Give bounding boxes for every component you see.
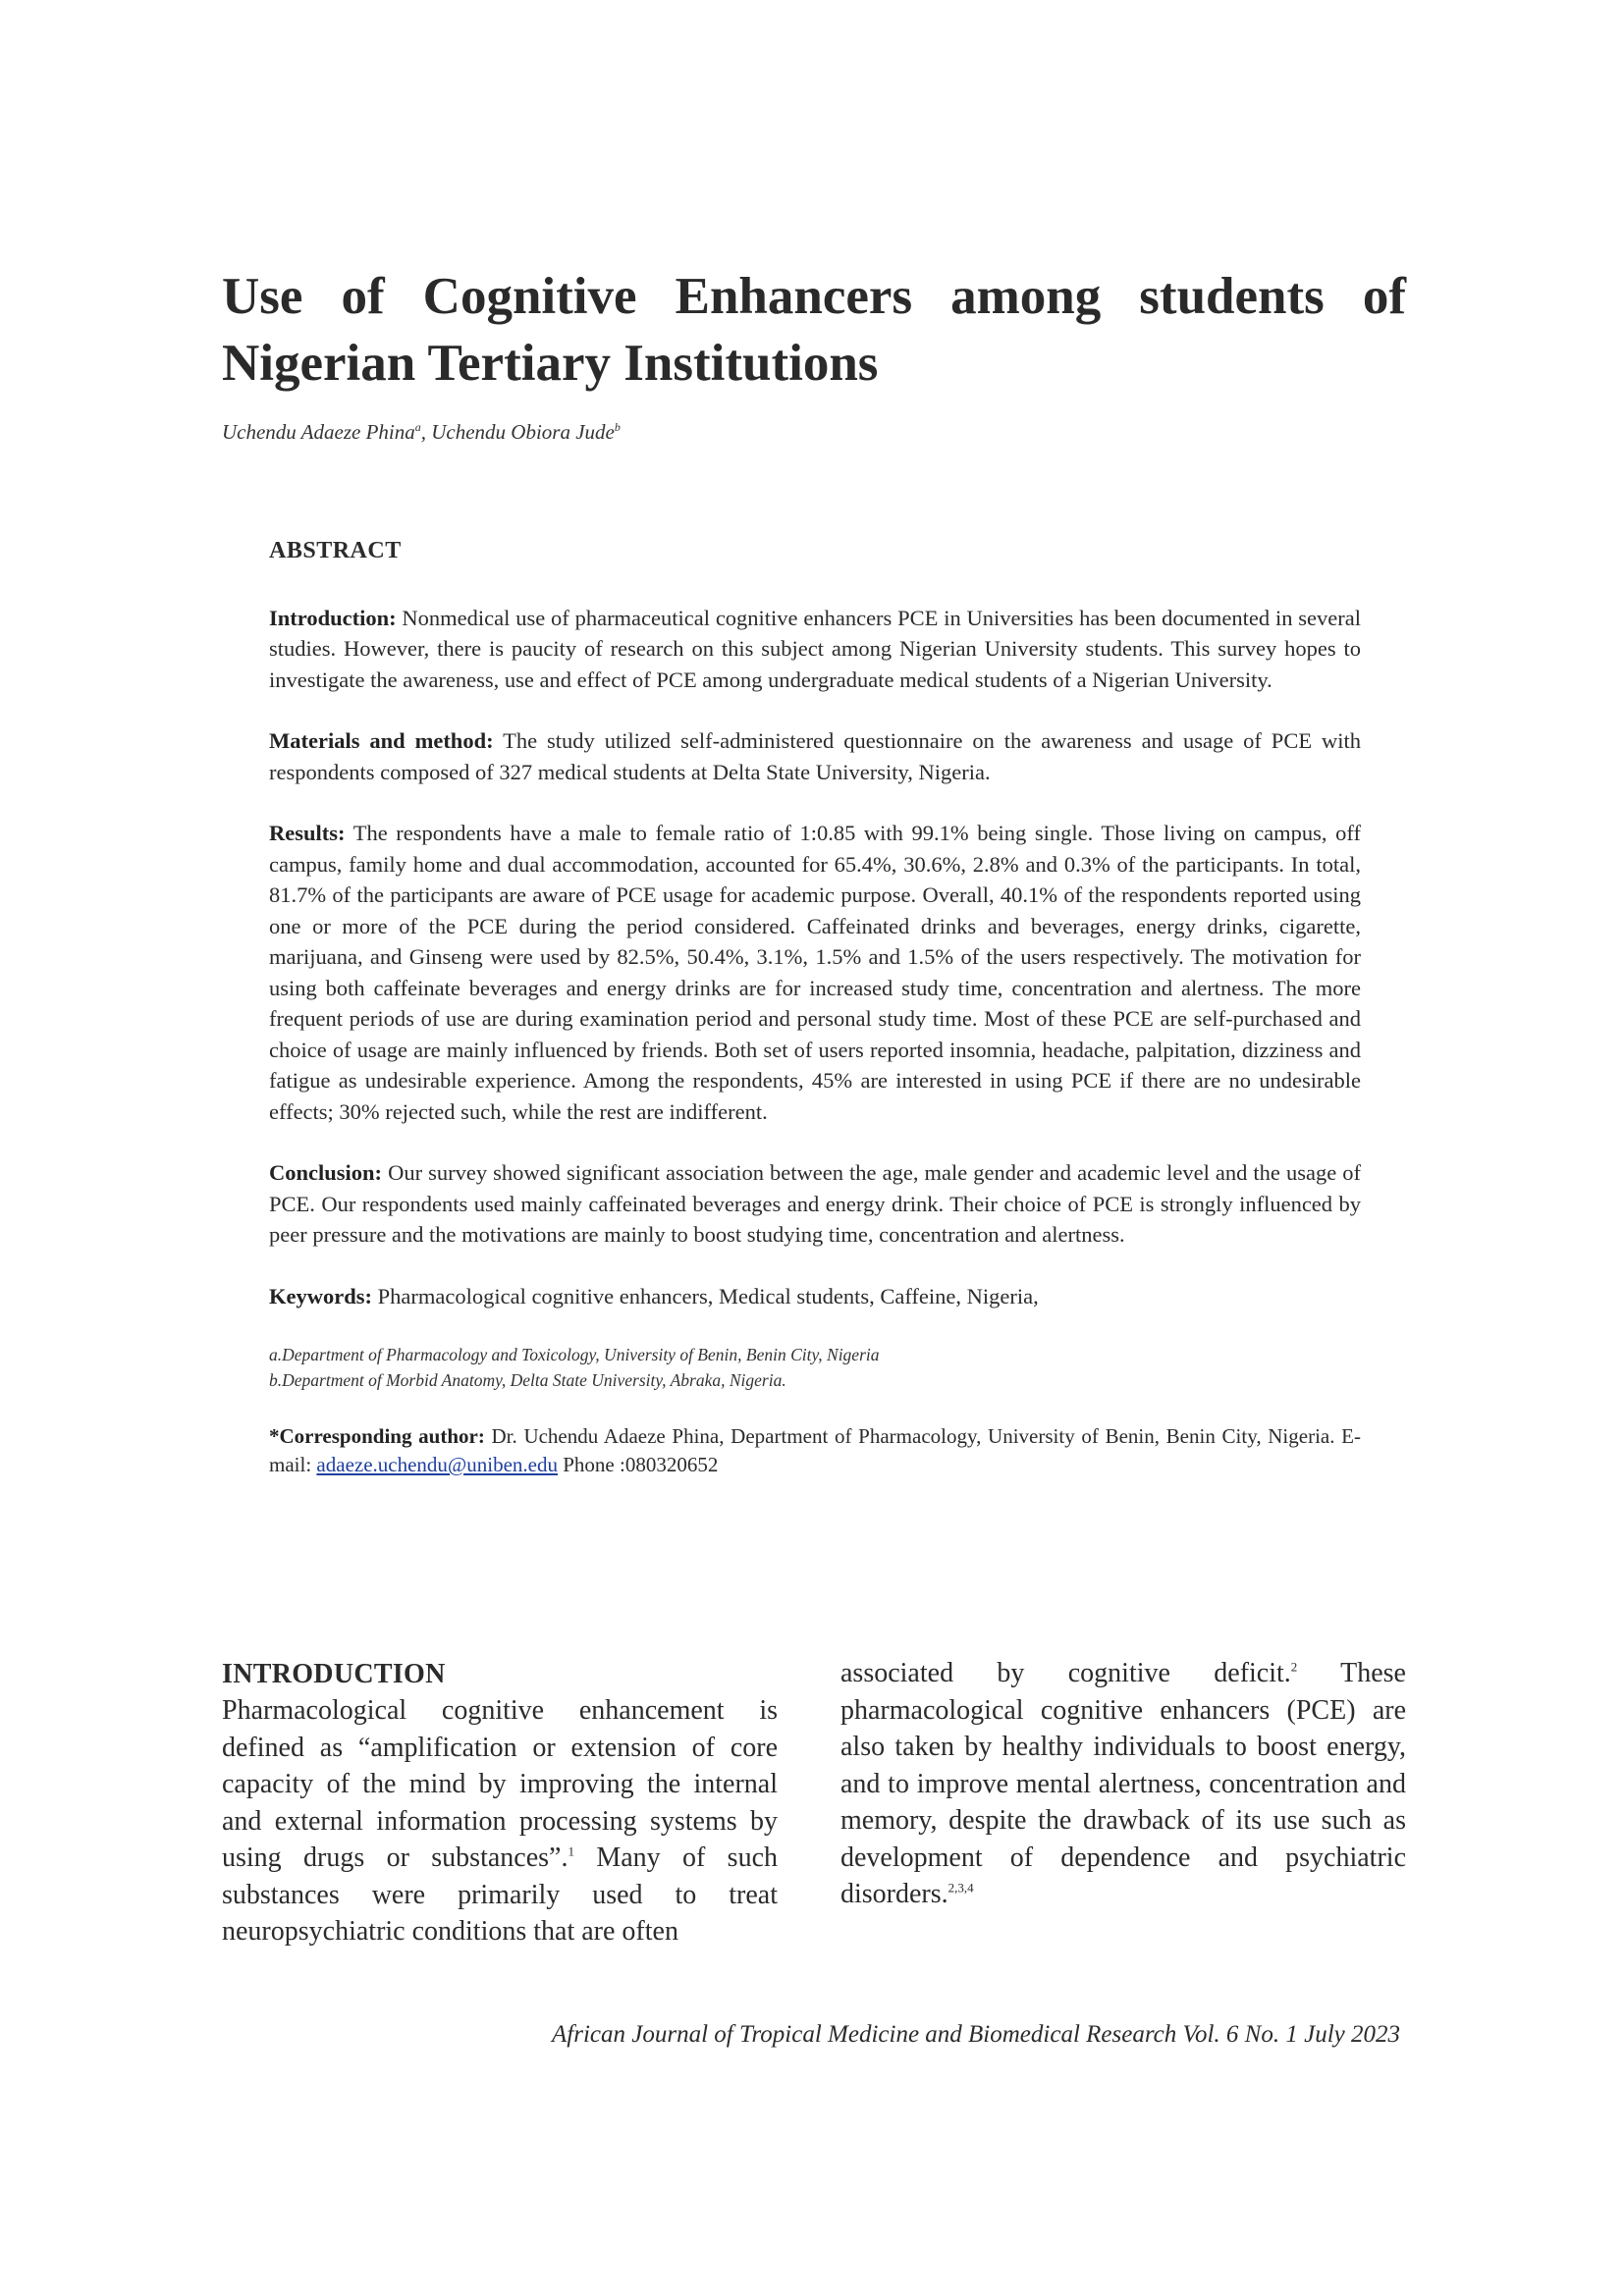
title-line-2: Nigerian Tertiary Institutions <box>222 335 879 392</box>
abstract-conclusion-label: Conclusion: <box>269 1160 383 1185</box>
affiliations <box>269 1342 1361 1393</box>
abstract-keywords <box>269 1281 1361 1312</box>
intro-right-text-1: associated by cognitive deficit. <box>840 1658 1291 1688</box>
citation-ref-2: 2 <box>1290 1659 1298 1675</box>
abstract-results <box>269 818 1361 1127</box>
abstract-conclusion <box>269 1157 1361 1251</box>
introduction-left-column <box>222 1692 778 1950</box>
abstract-methods <box>269 725 1361 787</box>
abstract-introduction-label: Introduction: <box>269 605 397 630</box>
abstract-results-text: The respondents have a male to female ratio of 1:0.85 with 99.1% being single. Those living on campus, off campus, family home and dual accommodation, accounted for 65.4%, 30.6%, 2.8% and 0.3% of the participants. In total, 81.7% of the participants are aware of PCE usage for academic purpose. Overall, 40.1% of the respondents reported using one or more of the PCE during the period considered. Caffeinated drinks and beverages, energy drinks, cigarette, marijuana, and Ginseng were used by 82.5%, 50.4%, 3.1%, 1.5% and 1.5% of the users respectively. The motivation for using both caffeinate beverages and energy drinks are for increased study time, concentration and alertness. The more frequent periods of use are during examination period and personal study time. Most of these PCE are self-purchased and choice of usage are mainly influenced by friends. Both set of users reported insomnia, headache, palpitation, dizziness and fatigue as undesirable experience. Among the respondents, 45% are interested in using PCE if there are no undesirable effects; 30% rejected such, while the rest are indifferent. <box>269 821 1361 1124</box>
author-2: Uchendu Obiora Jude <box>431 420 615 444</box>
affiliation-b: b.Department of Morbid Anatomy, Delta State University, Abraka, Nigeria. <box>269 1370 786 1390</box>
corresponding-author-label: *Corresponding author: <box>269 1424 485 1448</box>
paper-title <box>222 263 1406 397</box>
author-2-affiliation-mark: b <box>614 420 621 434</box>
abstract-heading: ABSTRACT <box>269 538 402 563</box>
author-list <box>222 420 621 445</box>
corresponding-author-text: Dr. Uchendu Adaeze Phina, Department of Pharmacology, University of Benin, Benin City, Nigeria. E-mail: <box>269 1424 1361 1476</box>
author-separator: , <box>420 420 432 444</box>
intro-left-text-1: Pharmacological cognitive enhancement is defined as “amplification or extension of core capacity of the mind by improving the internal and external information processing systems by using drugs or substances”. <box>222 1695 778 1873</box>
abstract-methods-text: The study utilized self-administered questionnaire on the awareness and usage of PCE with respondents composed of 327 medical students at Delta State University, Nigeria. <box>269 728 1361 784</box>
intro-right-text-2: These pharmacological cognitive enhancers (PCE) are also taken by healthy individuals to boost energy, and to improve mental alertness, concentration and memory, despite the drawback of its use such as development of dependence and psychiatric disorders. <box>840 1658 1406 1909</box>
abstract-section <box>269 536 1361 1479</box>
abstract-introduction <box>269 603 1361 696</box>
corresponding-email-link[interactable]: adaeze.uchendu@uniben.edu <box>316 1453 558 1476</box>
abstract-keywords-label: Keywords: <box>269 1283 372 1308</box>
title-line-1: Use of Cognitive Enhancers among students of <box>222 268 1406 325</box>
abstract-keywords-text: Pharmacological cognitive enhancers, Medical students, Caffeine, Nigeria, <box>372 1283 1039 1308</box>
abstract-results-label: Results: <box>269 821 346 845</box>
citation-ref-2-3-4: 2,3,4 <box>947 1880 974 1896</box>
corresponding-phone: Phone :080320652 <box>557 1453 719 1476</box>
author-1-affiliation-mark: a <box>414 420 421 434</box>
affiliation-a: a.Department of Pharmacology and Toxicology, University of Benin, Benin City, Nigeria <box>269 1345 880 1364</box>
corresponding-author <box>269 1422 1361 1479</box>
abstract-methods-label: Materials and method: <box>269 728 494 753</box>
intro-left-text-2: Many of such substances were primarily used to treat neuropsychiatric conditions that are often <box>222 1842 778 1947</box>
abstract-conclusion-text: Our survey showed significant association between the age, male gender and academic level and the usage of PCE. Our respondents used mainly caffeinated beverages and energy drink. Their choice of PCE is strongly influenced by peer pressure and the motivations are mainly to boost studying time, concentration and alertness. <box>269 1160 1361 1247</box>
introduction-heading: INTRODUCTION <box>222 1659 446 1689</box>
author-1: Uchendu Adaeze Phina <box>222 420 415 444</box>
journal-footer: African Journal of Tropical Medicine and Biomedical Research Vol. 6 No. 1 July 2023 <box>552 2021 1400 2048</box>
introduction-right-column <box>840 1655 1406 1913</box>
citation-ref-1: 1 <box>568 1843 574 1859</box>
abstract-introduction-text: Nonmedical use of pharmaceutical cognitive enhancers PCE in Universities has been documented in several studies. However, there is paucity of research on this subject among Nigerian University students. This survey hopes to investigate the awareness, use and effect of PCE among undergraduate medical students of a Nigerian University. <box>269 605 1361 692</box>
